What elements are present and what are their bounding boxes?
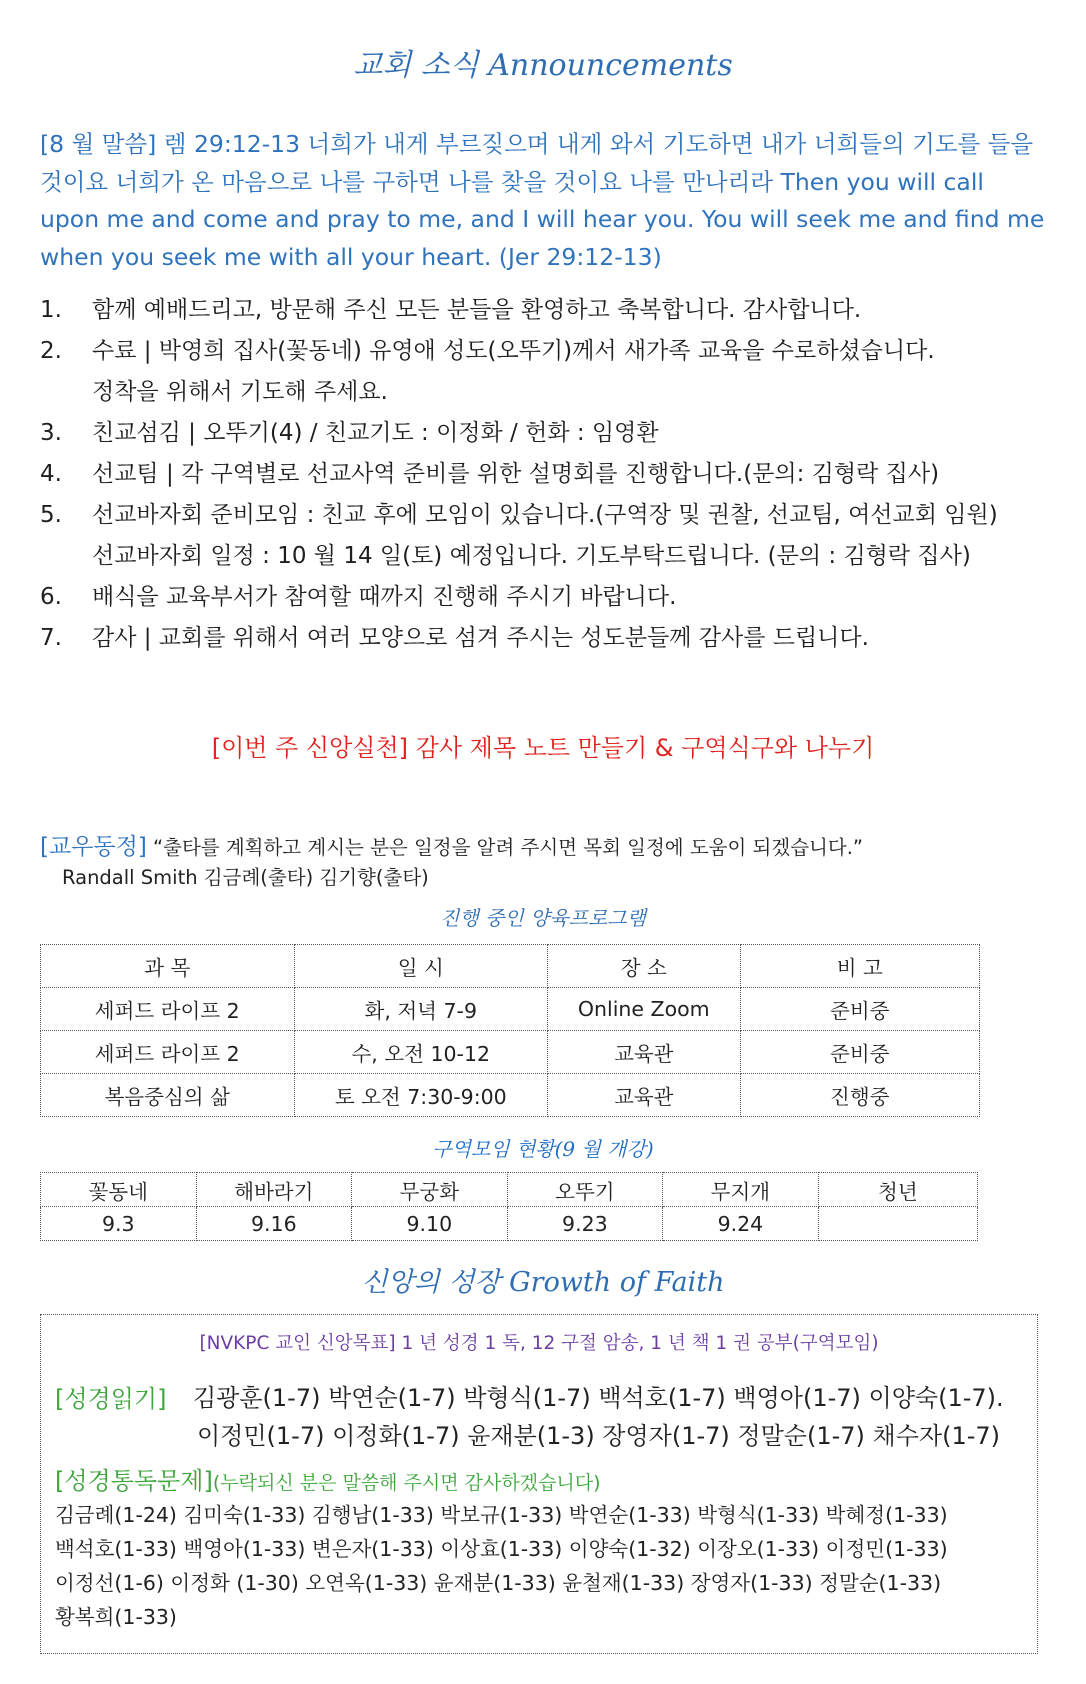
announcement-item [40,454,1070,495]
item-number: 1. [40,297,62,323]
table-cell: 진행중 [740,1074,979,1117]
reading-label: [성경읽기] [55,1385,167,1413]
table-row [41,988,980,1031]
table-row [41,1207,978,1241]
growth-title: 신앙의 성장 Growth of Faith [361,1267,725,1298]
table-cell: 세퍼드 라이프 2 [41,988,295,1031]
announcement-text: 선교바자회 일정 : 10 월 14 일(토) 예정입니다. 기도부탁드립니다. (문의 : 김형락 집사) [92,543,971,569]
announcement-text: 감사 | 교회를 위해서 여러 모양으로 섬겨 주시는 성도분들께 감사를 드립니다. [92,625,869,651]
table-cell: 9.23 [507,1207,663,1241]
page-title: 교회 소식 Announcements [353,48,733,83]
announcement-list [40,290,1070,659]
problem-label: [성경통독문제] [55,1467,213,1495]
announcement-text: 선교바자회 준비모임 : 친교 후에 모임이 있습니다.(구역장 및 권찰, 선교팀, 여선교회 임원) [92,502,998,528]
problem-line: 이정선(1-6) 이정화 (1-30) 오연옥(1-33) 윤재분(1-33) 윤철재(1-33) 장영자(1-33) 정말순(1-33) [55,1571,942,1595]
problem-names [55,1498,1025,1634]
table-cell: 9.16 [196,1207,352,1241]
table-cell: 준비중 [740,1031,979,1074]
table-cell: 화, 저녁 7-9 [294,988,548,1031]
table-cell: 9.24 [663,1207,819,1241]
announcement-item [40,577,1070,618]
table-cell: Online Zoom [548,988,740,1031]
table-cell: 복음중심의 삶 [41,1074,295,1117]
column-header: 장 소 [548,945,740,988]
table-header-row [41,945,980,988]
problem-heading [55,1461,601,1496]
news-names: Randall Smith 김금례(출타) 김기향(출타) [62,866,429,889]
item-number: 7. [40,625,62,651]
table-cell: 무지개 [663,1173,819,1207]
table-cell: 토 오전 7:30-9:00 [294,1074,548,1117]
monthly-verse: [8 월 말씀] 렘 29:12-13 너희가 내게 부르짖으며 내게 와서 기도하면 내가 너희들의 기도를 들을 것이요 너희가 온 마음으로 나를 구하면 나를 찾을 것이요 나를 만나리라 Then you will call upon me and come and pray to me, and I will hear you. You will seek me and find me when you seek me with all your heart. (Jer 29:12-13) [40,130,1045,271]
announcement-item [40,413,1070,454]
table-cell: 세퍼드 라이프 2 [41,1031,295,1074]
table-cell: 오뚜기 [507,1173,663,1207]
announcement-text: 친교섬김 | 오뚜기(4) / 친교기도 : 이정화 / 헌화 : 임영환 [92,420,659,446]
table-row [41,1031,980,1074]
announcement-text: 정착을 위해서 기도해 주세요. [92,379,388,405]
announcement-item [40,618,1070,659]
table-cell [818,1207,977,1241]
item-number: 2. [40,338,62,364]
table-cell: 꽃동네 [41,1173,197,1207]
problem-line: 백석호(1-33) 백영아(1-33) 변은자(1-33) 이상효(1-33) 이양숙(1-32) 이장오(1-33) 이정민(1-33) [55,1537,948,1561]
member-news [40,832,1060,893]
table-cell: 무궁화 [352,1173,508,1207]
item-number: 6. [40,584,62,610]
reading-line: 김광훈(1-7) 박연순(1-7) 박형식(1-7) 백석호(1-7) 백영아(1-7) 이양숙(1-7). [193,1384,1004,1412]
table-cell: 9.10 [352,1207,508,1241]
announcement-text: 선교팀 | 각 구역별로 선교사역 준비를 위한 설명회를 진행합니다.(문의: 김형락 집사) [92,461,940,487]
weekly-practice: [이번 주 신앙실천] 감사 제목 노트 만들기 & 구역식구와 나누기 [211,734,875,762]
announcement-text: 배식을 교육부서가 참여할 때까지 진행해 주시기 바랍니다. [92,584,677,610]
announcement-text: 함께 예배드리고, 방문해 주신 모든 분들을 환영하고 축복합니다. 감사합니다. [92,297,862,323]
problem-note: (누락되신 분은 말씀해 주시면 감사하겠습니다) [212,1472,601,1494]
column-header: 일 시 [294,945,548,988]
growth-box [40,1314,1038,1654]
table-cell: 수, 오전 10-12 [294,1031,548,1074]
reading-names [193,1379,1023,1455]
table-cell: 9.3 [41,1207,197,1241]
problem-line: 김금례(1-24) 김미숙(1-33) 김행남(1-33) 박보규(1-33) 박연순(1-33) 박형식(1-33) 박혜정(1-33) [55,1503,948,1527]
column-header: 비 고 [740,945,979,988]
announcement-item [40,495,1070,577]
small-group-table [40,1172,978,1241]
table-cell: 준비중 [740,988,979,1031]
item-number: 4. [40,461,62,487]
table-cell: 해바라기 [196,1173,352,1207]
announcement-item [40,331,1070,413]
item-number: 3. [40,420,62,446]
program-title: 진행 중인 양육프로그램 [440,906,646,930]
small-group-title: 구역모임 현황(9 월 개강) [432,1137,654,1161]
reading-line: 이정민(1-7) 이정화(1-7) 윤재분(1-3) 장영자(1-7) 정말순(1-7) 채수자(1-7) [197,1422,1001,1450]
news-text: “출타를 계획하고 계시는 분은 일정을 알려 주시면 목회 일정에 도움이 되겠습니다.” [146,836,864,859]
table-cell: 교육관 [548,1074,740,1117]
item-number: 5. [40,502,62,528]
table-row [41,1074,980,1117]
news-heading: [교우동정] [40,834,147,860]
announcement-item [40,290,1070,331]
column-header: 과 목 [41,945,295,988]
table-row [41,1173,978,1207]
problem-line: 황복희(1-33) [55,1605,177,1629]
faith-goal: [NVKPC 교인 신앙목표] 1 년 성경 1 독, 12 구절 암송, 1 년 책 1 권 공부(구역모임) [199,1333,879,1354]
table-cell: 교육관 [548,1031,740,1074]
announcement-text: 수료 | 박영희 집사(꽃동네) 유영애 성도(오뚜기)께서 새가족 교육을 수로하셨습니다. [92,338,935,364]
table-cell: 청년 [818,1173,977,1207]
program-table [40,944,980,1117]
